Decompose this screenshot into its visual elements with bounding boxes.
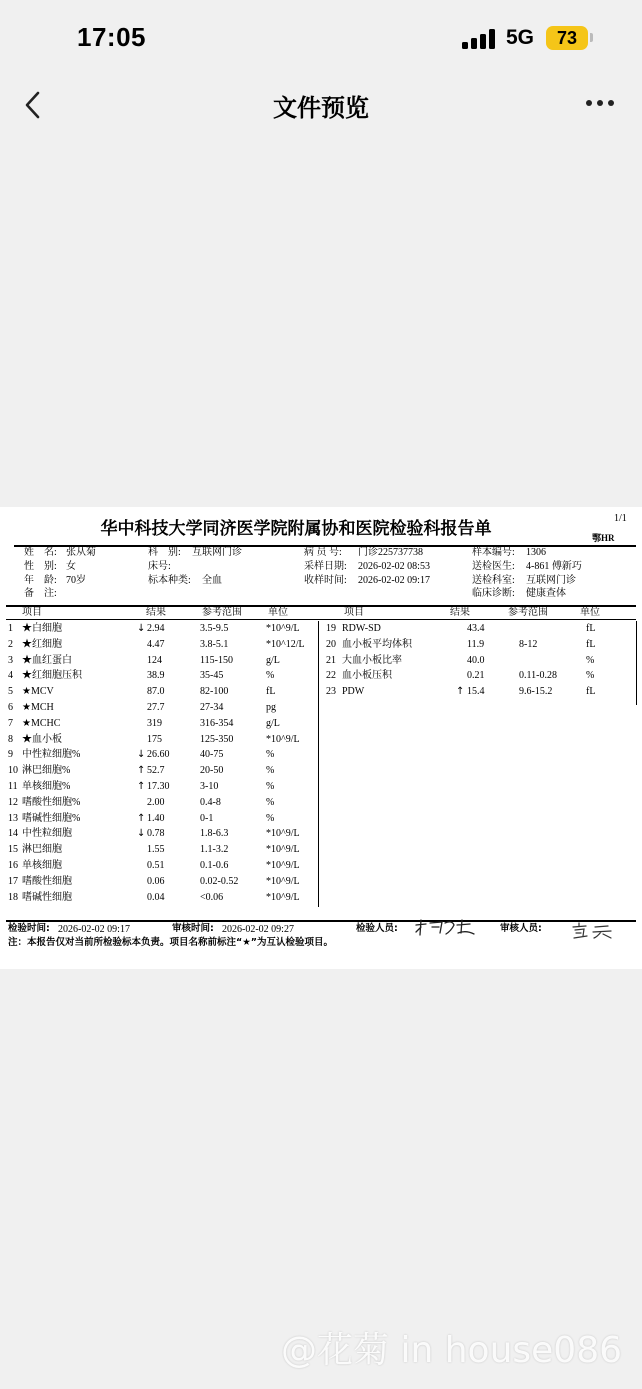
nav-bar bbox=[0, 78, 642, 132]
header-result: 结果 bbox=[146, 607, 166, 618]
unit: *10^9/L bbox=[266, 733, 300, 745]
result-value: 175 bbox=[147, 733, 162, 745]
reference-range: 0-1 bbox=[200, 812, 214, 824]
unit: fL bbox=[266, 686, 276, 698]
item-name: 单核细胞 bbox=[22, 860, 62, 871]
specimen-label: 标本种类: bbox=[148, 575, 191, 586]
reference-range: 20-50 bbox=[200, 765, 224, 777]
reference-range: 3-10 bbox=[200, 781, 219, 792]
result-value: 4.47 bbox=[147, 638, 165, 650]
result-value: 17.30 bbox=[147, 781, 170, 792]
abnormal-flag: ↑ bbox=[137, 781, 146, 792]
item-name: PDW bbox=[342, 686, 365, 698]
unit: g/L bbox=[266, 717, 280, 729]
result-row bbox=[0, 734, 642, 750]
diag-label: 临床诊断: bbox=[472, 588, 515, 599]
result-row bbox=[0, 765, 642, 781]
unit: % bbox=[266, 796, 275, 808]
abnormal-flag: ↑ bbox=[137, 765, 146, 777]
report-note: 注：本报告仅对当前所检验标本负责。项目名称前标注“★”为互认检验项目。 bbox=[8, 937, 334, 948]
row-number: 11 bbox=[8, 781, 18, 792]
unit: *10^9/L bbox=[266, 891, 300, 903]
item-name: 嗜碱性细胞 bbox=[22, 891, 72, 903]
unit: % bbox=[266, 812, 275, 824]
patient-age: 70岁 bbox=[66, 575, 86, 586]
unit: *10^9/L bbox=[266, 844, 300, 856]
tester-label: 检验人员: bbox=[356, 923, 398, 934]
result-value: 52.7 bbox=[147, 765, 165, 777]
item-name: ★白细胞 bbox=[22, 623, 62, 634]
review-time-label: 审核时间: bbox=[172, 923, 214, 934]
row-number: 3 bbox=[8, 654, 13, 666]
doctor-label: 送检医生: bbox=[472, 561, 515, 572]
tester-signature bbox=[412, 917, 478, 939]
lab-report[interactable] bbox=[0, 507, 642, 969]
item-name: 嗜酸性细胞 bbox=[22, 875, 72, 887]
signal-icon bbox=[462, 29, 496, 49]
case-label: 病 员 号: bbox=[304, 547, 342, 558]
reference-range: 0.11-0.28 bbox=[519, 670, 557, 682]
unit: *10^9/L bbox=[266, 828, 300, 840]
result-row bbox=[0, 749, 642, 765]
status-bar bbox=[0, 0, 642, 78]
header-result-right: 结果 bbox=[450, 607, 470, 618]
result-value: 0.51 bbox=[147, 860, 165, 871]
bed-label: 床号: bbox=[148, 561, 171, 572]
row-number: 17 bbox=[8, 875, 18, 887]
result-row bbox=[0, 844, 642, 860]
sample-label: 样本编号: bbox=[472, 547, 515, 558]
result-row bbox=[0, 828, 642, 844]
reference-range: 316-354 bbox=[200, 717, 234, 729]
row-number: 14 bbox=[8, 828, 18, 840]
unit: *10^9/L bbox=[266, 875, 300, 887]
result-value: 0.04 bbox=[147, 891, 165, 903]
result-value: 0.78 bbox=[147, 828, 165, 840]
row-number: 23 bbox=[326, 686, 336, 698]
corner-code: 鄂HR bbox=[592, 533, 615, 543]
result-row bbox=[0, 718, 642, 734]
send-dept-label: 送检科室: bbox=[472, 575, 515, 586]
result-value: 15.4 bbox=[467, 686, 485, 698]
row-number: 4 bbox=[8, 670, 13, 682]
row-number: 5 bbox=[8, 686, 13, 698]
header-unit: 单位 bbox=[268, 607, 288, 618]
unit: % bbox=[266, 781, 275, 792]
unit: % bbox=[266, 765, 275, 777]
row-number: 9 bbox=[8, 749, 13, 761]
item-name: 嗜碱性细胞% bbox=[22, 812, 81, 824]
unit: g/L bbox=[266, 654, 280, 666]
item-name: 单核细胞% bbox=[22, 781, 71, 792]
reference-range: 8-12 bbox=[519, 638, 538, 650]
page-number: 1/1 bbox=[614, 513, 627, 524]
result-row bbox=[0, 702, 642, 718]
dept-value: 互联网门诊 bbox=[192, 547, 242, 558]
item-name: ★MCH bbox=[22, 702, 54, 713]
doctor-value: 4-861 傅新巧 bbox=[526, 561, 582, 572]
item-name: 血小板平均体积 bbox=[342, 638, 412, 650]
reference-range: 3.8-5.1 bbox=[200, 638, 229, 650]
result-value: 11.9 bbox=[467, 638, 485, 650]
result-value: 319 bbox=[147, 717, 162, 729]
unit: *10^9/L bbox=[266, 860, 300, 871]
row-number: 10 bbox=[8, 765, 18, 777]
row-number: 7 bbox=[8, 717, 13, 729]
reference-range: 0.02-0.52 bbox=[200, 875, 239, 887]
row-number: 16 bbox=[8, 860, 18, 871]
result-value: 2.94 bbox=[147, 623, 165, 634]
case-value: 门诊225737738 bbox=[358, 547, 423, 558]
item-name: 淋巴细胞 bbox=[22, 844, 62, 856]
footer-rule bbox=[6, 920, 636, 922]
result-row bbox=[0, 781, 642, 797]
result-value: 0.06 bbox=[147, 875, 165, 887]
item-name: ★MCV bbox=[22, 686, 54, 698]
row-number: 12 bbox=[8, 796, 18, 808]
reference-range: 82-100 bbox=[200, 686, 229, 698]
result-value: 124 bbox=[147, 654, 162, 666]
reference-range: 125-350 bbox=[200, 733, 234, 745]
row-number: 15 bbox=[8, 844, 18, 856]
reference-range: 40-75 bbox=[200, 749, 224, 761]
report-title: 华中科技大学同济医学院附属协和医院检验科报告单 bbox=[100, 519, 492, 539]
remark-label: 备 注: bbox=[24, 588, 57, 599]
result-value: 26.60 bbox=[147, 749, 170, 761]
result-row bbox=[0, 670, 642, 686]
item-name: 血小板压积 bbox=[342, 670, 392, 682]
result-value: 87.0 bbox=[147, 686, 165, 698]
result-value: 0.21 bbox=[467, 670, 485, 682]
item-name: ★红细胞压积 bbox=[22, 670, 82, 682]
abnormal-flag: ↑ bbox=[137, 812, 146, 824]
abnormal-flag: ↑ bbox=[456, 686, 465, 698]
item-name: ★MCHC bbox=[22, 717, 61, 729]
result-row bbox=[0, 639, 642, 655]
review-time: 2026-02-02 09:27 bbox=[222, 924, 294, 935]
result-row bbox=[0, 860, 642, 876]
specimen-value: 全血 bbox=[202, 575, 222, 586]
diag-value: 健康查体 bbox=[526, 588, 566, 599]
sex-label: 性 别: bbox=[24, 561, 57, 572]
patient-name: 张从菊 bbox=[66, 547, 96, 558]
reference-range: <0.06 bbox=[200, 891, 224, 903]
test-time: 2026-02-02 09:17 bbox=[58, 924, 130, 935]
item-name: ★血红蛋白 bbox=[22, 654, 72, 666]
item-name: RDW-SD bbox=[342, 623, 381, 634]
item-name: 中性粒细胞% bbox=[22, 749, 81, 761]
abnormal-flag: ↓ bbox=[137, 828, 146, 840]
item-name: ★红细胞 bbox=[22, 638, 62, 650]
unit: % bbox=[586, 654, 595, 666]
reference-range: 27-34 bbox=[200, 702, 224, 713]
unit: *10^12/L bbox=[266, 638, 305, 650]
result-row bbox=[0, 655, 642, 671]
row-number: 21 bbox=[326, 654, 336, 666]
page-title: 文件预览 bbox=[273, 95, 369, 122]
result-value: 38.9 bbox=[147, 670, 165, 682]
header-item-right: 项目 bbox=[344, 607, 364, 618]
header-range-right: 参考范围 bbox=[508, 607, 548, 618]
patient-sex: 女 bbox=[66, 561, 76, 572]
row-number: 2 bbox=[8, 638, 13, 650]
send-dept-value: 互联网门诊 bbox=[526, 575, 576, 586]
row-number: 1 bbox=[8, 623, 13, 634]
unit: % bbox=[266, 670, 275, 682]
row-number: 6 bbox=[8, 702, 13, 713]
abnormal-flag: ↓ bbox=[137, 749, 146, 761]
item-name: 大血小板比率 bbox=[342, 654, 402, 666]
reviewer-signature bbox=[570, 921, 616, 941]
reference-range: 1.8-6.3 bbox=[200, 828, 229, 840]
unit: fL bbox=[586, 686, 596, 698]
battery-icon: 73 bbox=[546, 26, 588, 50]
item-name: 淋巴细胞% bbox=[22, 765, 71, 777]
abnormal-flag: ↓ bbox=[137, 623, 146, 634]
result-row bbox=[0, 876, 642, 892]
row-number: 13 bbox=[8, 812, 18, 824]
result-value: 2.00 bbox=[147, 796, 165, 808]
reviewer-label: 审核人员: bbox=[500, 923, 542, 934]
network-type: 5G bbox=[506, 26, 535, 49]
result-row bbox=[0, 686, 642, 702]
result-row bbox=[0, 892, 642, 908]
result-row bbox=[0, 797, 642, 813]
unit: fL bbox=[586, 623, 596, 634]
result-row bbox=[0, 623, 642, 639]
item-name: 嗜酸性细胞% bbox=[22, 796, 81, 808]
row-number: 8 bbox=[8, 733, 13, 745]
header-item: 项目 bbox=[22, 607, 42, 618]
unit: % bbox=[586, 670, 595, 682]
name-label: 姓 名: bbox=[24, 547, 57, 558]
item-name: ★血小板 bbox=[22, 733, 62, 745]
age-label: 年 龄: bbox=[24, 575, 57, 586]
row-number: 20 bbox=[326, 638, 336, 650]
battery-tip bbox=[590, 33, 593, 42]
header-bottom-rule bbox=[6, 619, 636, 620]
header-range: 参考范围 bbox=[202, 607, 242, 618]
reference-range: 0.4-8 bbox=[200, 796, 221, 808]
dept-label: 科 别: bbox=[148, 547, 181, 558]
reference-range: 115-150 bbox=[200, 654, 233, 666]
watermark: @花菊 in house086 bbox=[281, 1330, 622, 1371]
receive-value: 2026-02-02 09:17 bbox=[358, 575, 430, 586]
row-number: 19 bbox=[326, 623, 336, 634]
reference-range: 9.6-15.2 bbox=[519, 686, 553, 698]
reference-range: 3.5-9.5 bbox=[200, 623, 229, 634]
result-value: 1.40 bbox=[147, 812, 165, 824]
reference-range: 35-45 bbox=[200, 670, 224, 682]
row-number: 22 bbox=[326, 670, 336, 682]
sample-value: 1306 bbox=[526, 547, 546, 558]
result-value: 27.7 bbox=[147, 702, 165, 713]
reference-range: 1.1-3.2 bbox=[200, 844, 229, 856]
reference-range: 0.1-0.6 bbox=[200, 860, 229, 871]
collect-value: 2026-02-02 08:53 bbox=[358, 561, 430, 572]
result-value: 40.0 bbox=[467, 654, 485, 666]
collect-label: 采样日期: bbox=[304, 561, 347, 572]
item-name: 中性粒细胞 bbox=[22, 828, 72, 840]
more-options-icon[interactable] bbox=[586, 100, 614, 108]
clock: 17:05 bbox=[77, 22, 146, 52]
result-value: 1.55 bbox=[147, 844, 165, 856]
header-unit-right: 单位 bbox=[580, 607, 600, 618]
unit: fL bbox=[586, 638, 596, 650]
test-time-label: 检验时间: bbox=[8, 923, 50, 934]
result-row bbox=[0, 813, 642, 829]
result-value: 43.4 bbox=[467, 623, 485, 634]
row-number: 18 bbox=[8, 891, 18, 903]
unit: pg bbox=[266, 702, 276, 713]
unit: % bbox=[266, 749, 275, 761]
unit: *10^9/L bbox=[266, 623, 300, 634]
receive-label: 收样时间: bbox=[304, 575, 347, 586]
